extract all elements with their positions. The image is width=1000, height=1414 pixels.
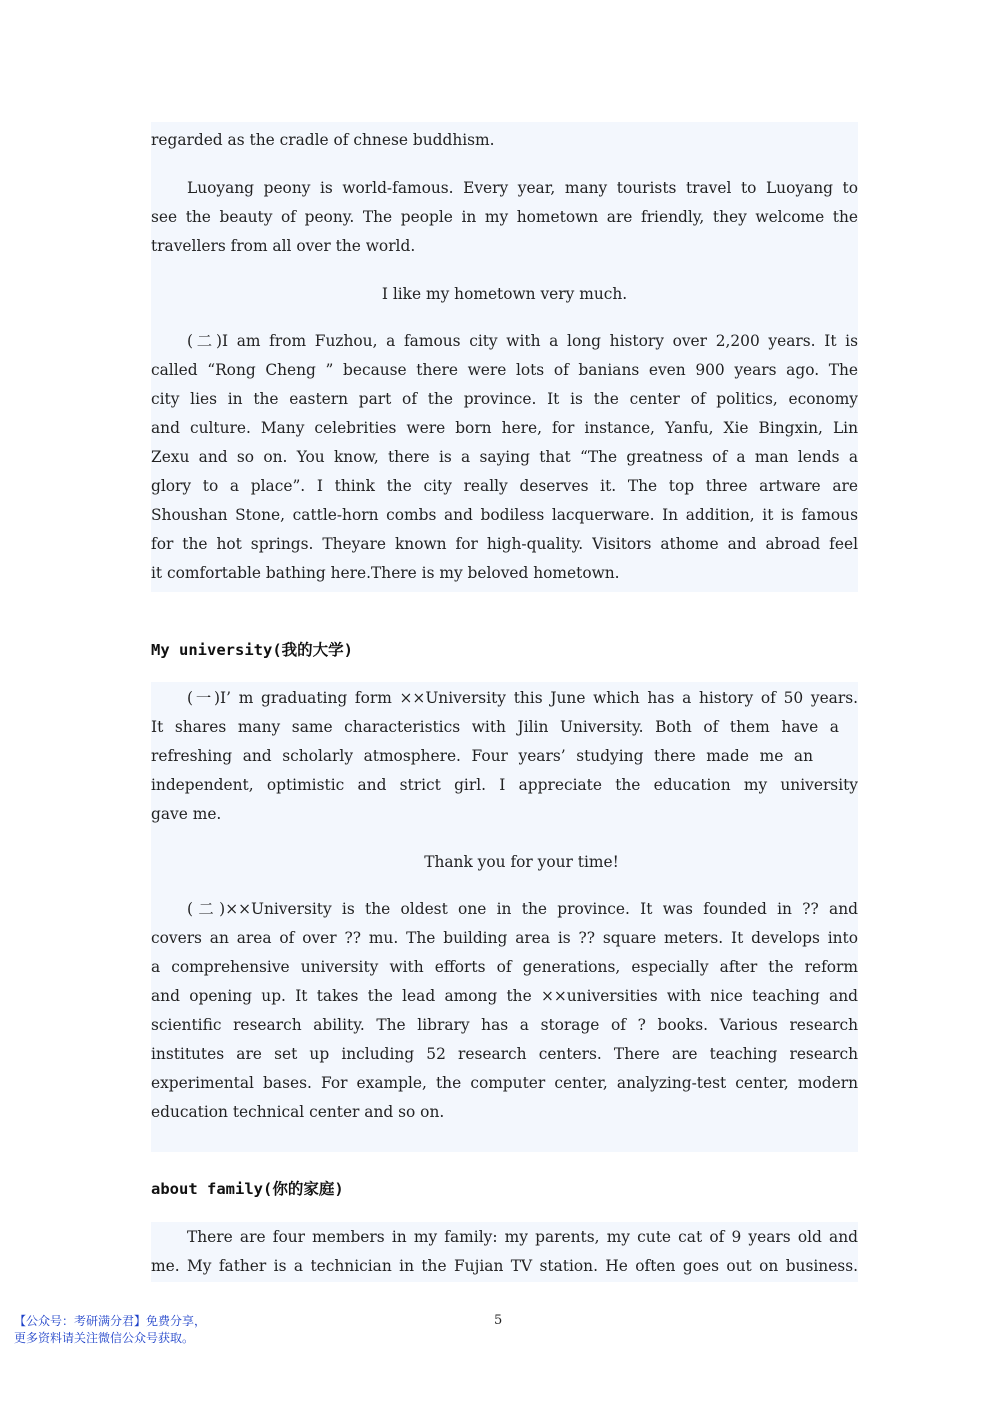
- paragraph-line: travellers from all over the world.: [151, 237, 416, 255]
- footer-promo-line-1: 【公众号：考研满分君】免费分享，: [14, 1314, 207, 1328]
- paragraph-line: me. My father is a technician in the Fujian TV station. He often goes out on business.: [151, 1257, 858, 1275]
- paragraph-line: experimental bases. For example, the computer center, analyzing-test center, modern: [151, 1074, 858, 1092]
- paragraph-line: education technical center and so on.: [151, 1103, 445, 1121]
- paragraph-line: a comprehensive university with efforts of generations, especially after the reform: [151, 958, 858, 976]
- paragraph-line: called “Rong Cheng ” because there were lots of banians even 900 years ago. The: [151, 361, 858, 379]
- section-heading-university: My university(我的大学): [151, 641, 353, 659]
- paragraph-line: city lies in the eastern part of the province. It is the center of politics, economy: [151, 390, 858, 408]
- closing-line: I like my hometown very much.: [381, 285, 628, 303]
- paragraph-line: for the hot springs. Theyare known for high-quality. Visitors athome and abroad feel: [151, 535, 858, 553]
- paragraph-line: independent, optimistic and strict girl. I appreciate the education my university: [151, 776, 858, 794]
- paragraph-line: glory to a place”. I think the city really deserves it. The top three artware are: [151, 477, 858, 495]
- paragraph-line: covers an area of over ?? mu. The building area is ?? square meters. It develops into: [151, 929, 858, 947]
- paragraph-line: scientific research ability. The library has a storage of ? books. Various research: [151, 1016, 858, 1034]
- paragraph-line: and opening up. It takes the lead among the ××universities with nice teaching and: [151, 987, 858, 1005]
- thanks-line: Thank you for your time!: [424, 853, 619, 871]
- paragraph-line: Shoushan Stone, cattle-horn combs and bodiless lacquerware. In addition, it is famous: [151, 506, 858, 524]
- paragraph-line: (二)××University is the oldest one in the province. It was founded in ?? and: [187, 900, 858, 918]
- paragraph-line: There are four members in my family: my parents, my cute cat of 9 years old and: [187, 1228, 858, 1246]
- page-number: 5: [494, 1313, 503, 1328]
- paragraph-line: It shares many same characteristics with Jilin University. Both of them have a: [151, 718, 839, 736]
- footer-promo-line-2: 更多资料请关注微信公众号获取。: [14, 1331, 195, 1345]
- paragraph-line: regarded as the cradle of chnese buddhism.: [151, 131, 495, 149]
- paragraph-line: see the beauty of peony. The people in my hometown are friendly, they welcome the: [151, 208, 858, 226]
- paragraph-line: institutes are set up including 52 research centers. There are teaching research: [151, 1045, 858, 1063]
- paragraph-line: Zexu and so on. You know, there is a saying that “The greatness of a man lends a: [151, 448, 858, 466]
- paragraph-line: (二)I am from Fuzhou, a famous city with a long history over 2,200 years. It is: [187, 332, 858, 350]
- paragraph-line: it comfortable bathing here.There is my beloved hometown.: [151, 564, 620, 582]
- paragraph-line: gave me.: [151, 805, 222, 823]
- paragraph-line: (一)I’ m graduating form ××University this June which has a history of 50 years.: [187, 689, 858, 707]
- paragraph-line: and culture. Many celebrities were born here, for instance, Yanfu, Xie Bingxin, Lin: [151, 419, 858, 437]
- section-heading-family: about family(你的家庭): [151, 1180, 344, 1198]
- paragraph-line: Luoyang peony is world-famous. Every year, many tourists travel to Luoyang to: [187, 179, 858, 197]
- paragraph-line: refreshing and scholarly atmosphere. Four years’ studying there made me an: [151, 747, 813, 765]
